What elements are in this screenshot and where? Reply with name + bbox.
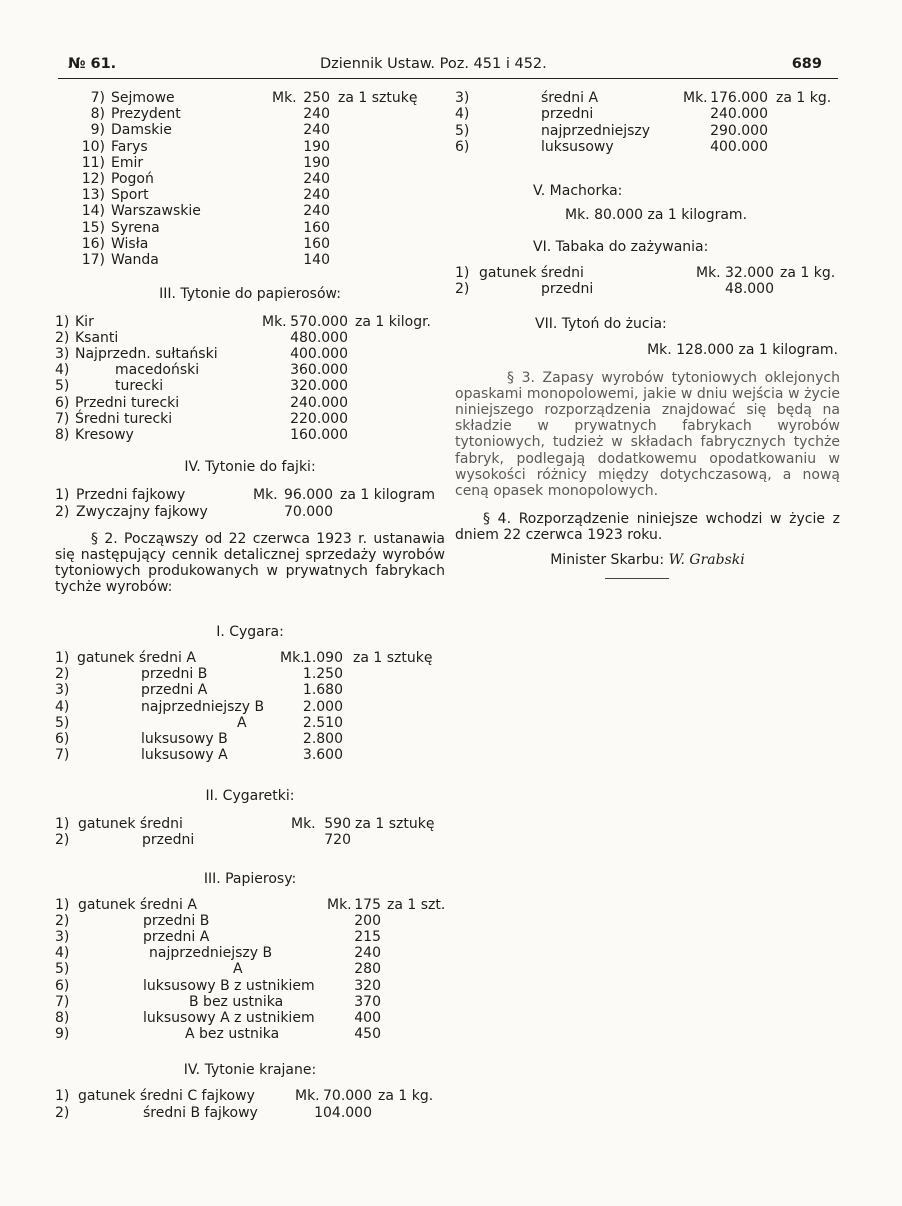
item-name: najprzedniejszy B <box>141 698 265 715</box>
item-name: luksusowy A z ustnikiem <box>143 1010 315 1027</box>
item-price: 370 <box>354 993 381 1010</box>
item-number: 7) <box>55 410 70 427</box>
item-number: 1) <box>55 314 70 331</box>
journal-title: Dziennik Ustaw. Poz. 451 i 452. <box>320 56 547 72</box>
item-price: 240.000 <box>710 106 768 123</box>
cigarette-tobacco-list <box>55 314 445 443</box>
item-price: 280 <box>354 961 381 978</box>
item-currency: Mk. <box>272 90 297 106</box>
list-item <box>55 1088 445 1105</box>
paragraph-3 <box>455 370 840 500</box>
item-name: Przedni turecki <box>75 394 180 411</box>
list-item <box>455 265 840 281</box>
item-name: gatunek średni <box>479 265 584 282</box>
list-item <box>55 832 445 849</box>
issue-number: № 61. <box>68 56 117 72</box>
item-name: przedni A <box>141 682 208 699</box>
list-item <box>55 236 445 252</box>
item-price: 32.000 <box>725 265 774 282</box>
item-price: 320.000 <box>290 378 348 395</box>
item-name: gatunek średni A <box>78 896 197 913</box>
item-name: Kresowy <box>75 426 134 443</box>
item-price: 250 <box>303 90 330 106</box>
list-item <box>55 346 445 362</box>
item-currency: Mk. <box>683 90 708 106</box>
item-price: 1.090 <box>302 649 343 666</box>
machorka-price: Mk. 80.000 za 1 kilogram. <box>565 207 748 224</box>
item-price: 104.000 <box>314 1105 372 1122</box>
item-price: 570.000 <box>290 314 348 331</box>
item-name: gatunek średni C fajkowy <box>78 1088 255 1105</box>
item-price: 70.000 <box>284 503 333 520</box>
cut-tobacco-list-part1 <box>55 1088 445 1122</box>
item-name: Kir <box>75 314 94 331</box>
item-number: 1) <box>55 815 70 832</box>
item-number: 7) <box>90 90 105 106</box>
item-number: 7) <box>55 993 70 1010</box>
item-currency: Mk. <box>696 265 721 282</box>
item-currency: Mk. <box>291 815 316 832</box>
list-item <box>55 747 445 763</box>
item-number: 15) <box>81 219 105 236</box>
item-number: 1) <box>55 486 70 503</box>
list-item <box>55 203 445 219</box>
end-rule <box>605 578 669 579</box>
list-item <box>55 411 445 427</box>
paragraph-4 <box>455 511 840 543</box>
list-item <box>55 330 445 346</box>
item-name: Pogoń <box>111 170 154 187</box>
section-4-text: Rozporządzenie niniejsze wchodzi w życie z dniem 22 czerwca 1923 roku. <box>455 511 841 544</box>
list-item <box>55 314 445 330</box>
item-name: Syrena <box>111 219 160 236</box>
heading-tytonie-papierosow: III. Tytonie do papierosów: <box>159 286 341 303</box>
item-unit: za 1 kg. <box>780 265 836 282</box>
list-item <box>55 666 445 682</box>
list-item <box>55 252 445 268</box>
item-number: 1) <box>55 649 70 666</box>
item-number: 3) <box>55 682 70 699</box>
item-name: luksusowy B z ustnikiem <box>143 977 315 994</box>
list-item <box>55 699 445 715</box>
item-name: Wanda <box>111 251 159 268</box>
heading-machorka: V. Machorka: <box>533 183 623 200</box>
item-unit: za 1 sztukę <box>353 649 433 666</box>
list-item <box>55 682 445 698</box>
list-item <box>55 978 445 994</box>
item-price: 240 <box>354 945 381 962</box>
item-number: 10) <box>81 138 105 155</box>
page-header <box>58 56 838 78</box>
cigarettes-list <box>55 897 445 1043</box>
item-price: 240 <box>303 170 330 187</box>
item-name: macedoński <box>115 362 200 379</box>
signature <box>455 552 840 568</box>
item-price: 190 <box>303 138 330 155</box>
item-number: 13) <box>81 187 105 204</box>
list-item <box>55 155 445 171</box>
item-name: turecki <box>115 378 164 395</box>
item-price: 160 <box>303 219 330 236</box>
item-number: 9) <box>90 122 105 139</box>
list-item <box>55 106 445 122</box>
item-number: 14) <box>81 203 105 220</box>
item-number: 11) <box>81 154 105 171</box>
item-price: 2.800 <box>302 731 343 748</box>
item-price: 70.000 <box>323 1088 372 1105</box>
chewing-tobacco-price: Mk. 128.000 za 1 kilogram. <box>647 341 838 358</box>
item-number: 3) <box>55 929 70 946</box>
item-name: Farys <box>111 138 148 155</box>
item-name: gatunek średni <box>78 815 183 832</box>
item-price: 240 <box>303 122 330 139</box>
item-number: 2) <box>55 912 70 929</box>
item-name: Sport <box>111 187 149 204</box>
heading-tytonie-fajki: IV. Tytonie do fajki: <box>184 458 316 475</box>
item-number: 9) <box>55 1026 70 1043</box>
item-name: B bez ustnika <box>189 993 284 1010</box>
item-unit: za 1 sztukę <box>338 90 418 106</box>
heading-papierosy: III. Papierosy: <box>203 870 297 887</box>
item-price: 240 <box>303 187 330 204</box>
list-item <box>55 1105 445 1122</box>
list-item <box>55 90 445 106</box>
item-name: najprzedniejszy <box>541 122 651 139</box>
snuff-list <box>455 265 840 297</box>
item-currency: Mk. <box>253 486 278 503</box>
item-number: 4) <box>455 106 470 123</box>
signature-role: Minister Skarbu: <box>550 551 665 568</box>
item-number: 2) <box>55 665 70 682</box>
paragraph-2 <box>55 531 445 596</box>
list-item <box>55 395 445 411</box>
list-item <box>55 122 445 138</box>
item-price: 215 <box>354 929 381 946</box>
item-name: Średni turecki <box>75 410 173 427</box>
item-name: przedni <box>541 106 594 123</box>
header-rule <box>58 78 838 79</box>
item-name: A bez ustnika <box>185 1026 280 1043</box>
item-price: 240 <box>303 106 330 123</box>
section-3-text: Zapasy wyrobów tytoniowych oklejonych opaskami monopolowemi, jakie w dniu wejścia w życie niniejszego rozporządzenia znajdować się będą na składzie w prywatnych fabrykach wyrobów tytoniowych, tudzież w składach fabrycznych tychże fabryk, podlegają dodatkowemu opodatkowaniu w wysokości różnicy między dotychczasową, a nową ceną opasek monopolowych. <box>455 369 840 499</box>
item-number: 17) <box>81 251 105 268</box>
list-item <box>55 913 445 929</box>
item-price: 3.600 <box>302 747 343 764</box>
item-price: 176.000 <box>710 90 768 106</box>
item-number: 6) <box>55 977 70 994</box>
item-number: 2) <box>55 1105 70 1122</box>
item-name: Prezydent <box>111 106 181 123</box>
section-4-label: § 4. <box>483 511 512 528</box>
item-name: Sejmowe <box>111 90 175 106</box>
item-name: Wisła <box>111 235 149 252</box>
item-name: Ksanti <box>75 330 119 347</box>
item-number: 1) <box>55 896 70 913</box>
heading-cygaretki: II. Cygaretki: <box>205 787 295 804</box>
list-item <box>455 90 840 106</box>
item-number: 5) <box>455 122 470 139</box>
list-item <box>55 945 445 961</box>
list-item <box>55 961 445 977</box>
item-number: 5) <box>55 714 70 731</box>
item-price: 2.510 <box>302 714 343 731</box>
list-item <box>55 816 445 833</box>
list-item <box>455 106 840 122</box>
item-number: 4) <box>55 945 70 962</box>
section-2-label: § 2. <box>91 530 118 547</box>
item-number: 2) <box>55 832 70 849</box>
list-item <box>55 650 445 666</box>
item-number: 3) <box>455 90 470 106</box>
item-number: 8) <box>90 106 105 123</box>
item-unit: za 1 kg. <box>378 1088 434 1105</box>
list-item <box>55 994 445 1010</box>
section-3-label: § 3. <box>507 369 535 386</box>
item-price: 140 <box>303 251 330 268</box>
item-number: 6) <box>55 394 70 411</box>
item-name: A <box>237 714 247 731</box>
list-item <box>55 731 445 747</box>
item-unit: za 1 kilogram <box>340 486 436 503</box>
item-name: Najprzedn. sułtański <box>75 346 218 363</box>
list-item <box>55 504 445 521</box>
item-name: gatunek średni A <box>77 649 196 666</box>
list-item <box>455 139 840 155</box>
item-number: 3) <box>55 346 70 363</box>
item-price: 190 <box>303 154 330 171</box>
list-item <box>55 220 445 236</box>
item-name: luksusowy B <box>141 731 228 748</box>
item-price: 48.000 <box>725 281 774 298</box>
item-unit: za 1 sztukę <box>355 815 435 832</box>
signature-name: W. Grabski <box>668 551 745 568</box>
item-currency: Mk. <box>327 896 352 913</box>
heading-tyton-zucia: VII. Tytoń do żucia: <box>535 315 667 332</box>
item-currency: Mk. <box>295 1088 320 1105</box>
item-name: Emir <box>111 154 144 171</box>
list-item <box>55 1026 445 1042</box>
item-name: luksusowy <box>541 138 614 155</box>
left-column <box>55 90 445 1122</box>
item-number: 2) <box>55 503 70 520</box>
item-name: przedni <box>142 832 195 849</box>
item-price: 360.000 <box>290 362 348 379</box>
item-name: średni A <box>541 90 599 106</box>
item-unit: za 1 szt. <box>387 896 446 913</box>
item-price: 96.000 <box>284 486 333 503</box>
item-number: 2) <box>55 330 70 347</box>
heading-tabaka: VI. Tabaka do zażywania: <box>533 239 709 256</box>
item-price: 450 <box>354 1026 381 1043</box>
item-price: 160.000 <box>290 426 348 443</box>
section-2-text: Począwszy od 22 czerwca 1923 r. ustanawia się następujący cennik detalicznej sprzedaży wyrobów tytoniowych produkowanych w prywatnych fabrykach tychże wyrobów: <box>55 530 446 596</box>
item-price: 400.000 <box>290 346 348 363</box>
item-currency: Mk. <box>262 314 287 331</box>
list-item <box>55 362 445 378</box>
item-number: 1) <box>55 1088 70 1105</box>
list-item <box>55 139 445 155</box>
item-price: 240 <box>303 203 330 220</box>
item-price: 175 <box>354 896 381 913</box>
list-item <box>55 427 445 443</box>
item-unit: za 1 kg. <box>776 90 832 106</box>
item-name: przedni B <box>143 912 210 929</box>
item-number: 4) <box>55 698 70 715</box>
list-item <box>55 715 445 731</box>
item-number: 2) <box>455 281 470 298</box>
item-number: 12) <box>81 170 105 187</box>
list-item <box>55 487 445 504</box>
item-name: A <box>233 961 243 978</box>
item-name: przedni <box>541 281 594 298</box>
item-price: 400 <box>354 1010 381 1027</box>
item-price: 200 <box>354 912 381 929</box>
item-price: 220.000 <box>290 410 348 427</box>
item-name: średni B fajkowy <box>143 1105 258 1122</box>
item-name: przedni B <box>141 665 208 682</box>
item-name: Przedni fajkowy <box>76 486 186 503</box>
item-name: przedni A <box>143 929 210 946</box>
item-name: Damskie <box>111 122 172 139</box>
heading-tytonie-krajane: IV. Tytonie krajane: <box>183 1062 317 1079</box>
item-name: luksusowy A <box>141 747 228 764</box>
item-price: 2.000 <box>302 698 343 715</box>
item-name: Warszawskie <box>111 203 201 220</box>
item-price: 480.000 <box>290 330 348 347</box>
item-currency: Mk. <box>280 649 305 666</box>
item-number: 6) <box>455 138 470 155</box>
item-name: najprzedniejszy B <box>149 945 273 962</box>
item-price: 290.000 <box>710 122 768 139</box>
cigars-list <box>55 650 445 764</box>
item-number: 8) <box>55 1010 70 1027</box>
item-price: 590 <box>324 815 351 832</box>
item-number: 1) <box>455 265 470 282</box>
item-number: 6) <box>55 731 70 748</box>
list-item <box>55 897 445 913</box>
item-number: 5) <box>55 961 70 978</box>
item-price: 1.250 <box>302 665 343 682</box>
item-number: 8) <box>55 426 70 443</box>
list-item <box>455 281 840 297</box>
item-price: 1.680 <box>302 682 343 699</box>
item-number: 5) <box>55 378 70 395</box>
list-item <box>455 123 840 139</box>
item-number: 4) <box>55 362 70 379</box>
item-price: 160 <box>303 235 330 252</box>
list-item <box>55 378 445 394</box>
heading-cygara: I. Cygara: <box>216 623 284 640</box>
item-unit: za 1 kilogr. <box>355 314 431 331</box>
list-item <box>55 929 445 945</box>
list-item <box>55 187 445 203</box>
cigarillos-list <box>55 816 445 849</box>
item-price: 240.000 <box>290 394 348 411</box>
item-price: 720 <box>324 832 351 849</box>
right-column <box>455 90 840 568</box>
page-number: 689 <box>791 56 822 72</box>
item-price: 400.000 <box>710 138 768 155</box>
item-name: Zwyczajny fajkowy <box>76 503 208 520</box>
cigarette-tubes-list <box>55 90 445 268</box>
list-item <box>55 1010 445 1026</box>
pipe-tobacco-list <box>55 487 445 521</box>
item-number: 16) <box>81 235 105 252</box>
item-number: 7) <box>55 747 70 764</box>
cut-tobacco-list-part2 <box>455 90 840 155</box>
list-item <box>55 171 445 187</box>
item-price: 320 <box>354 977 381 994</box>
